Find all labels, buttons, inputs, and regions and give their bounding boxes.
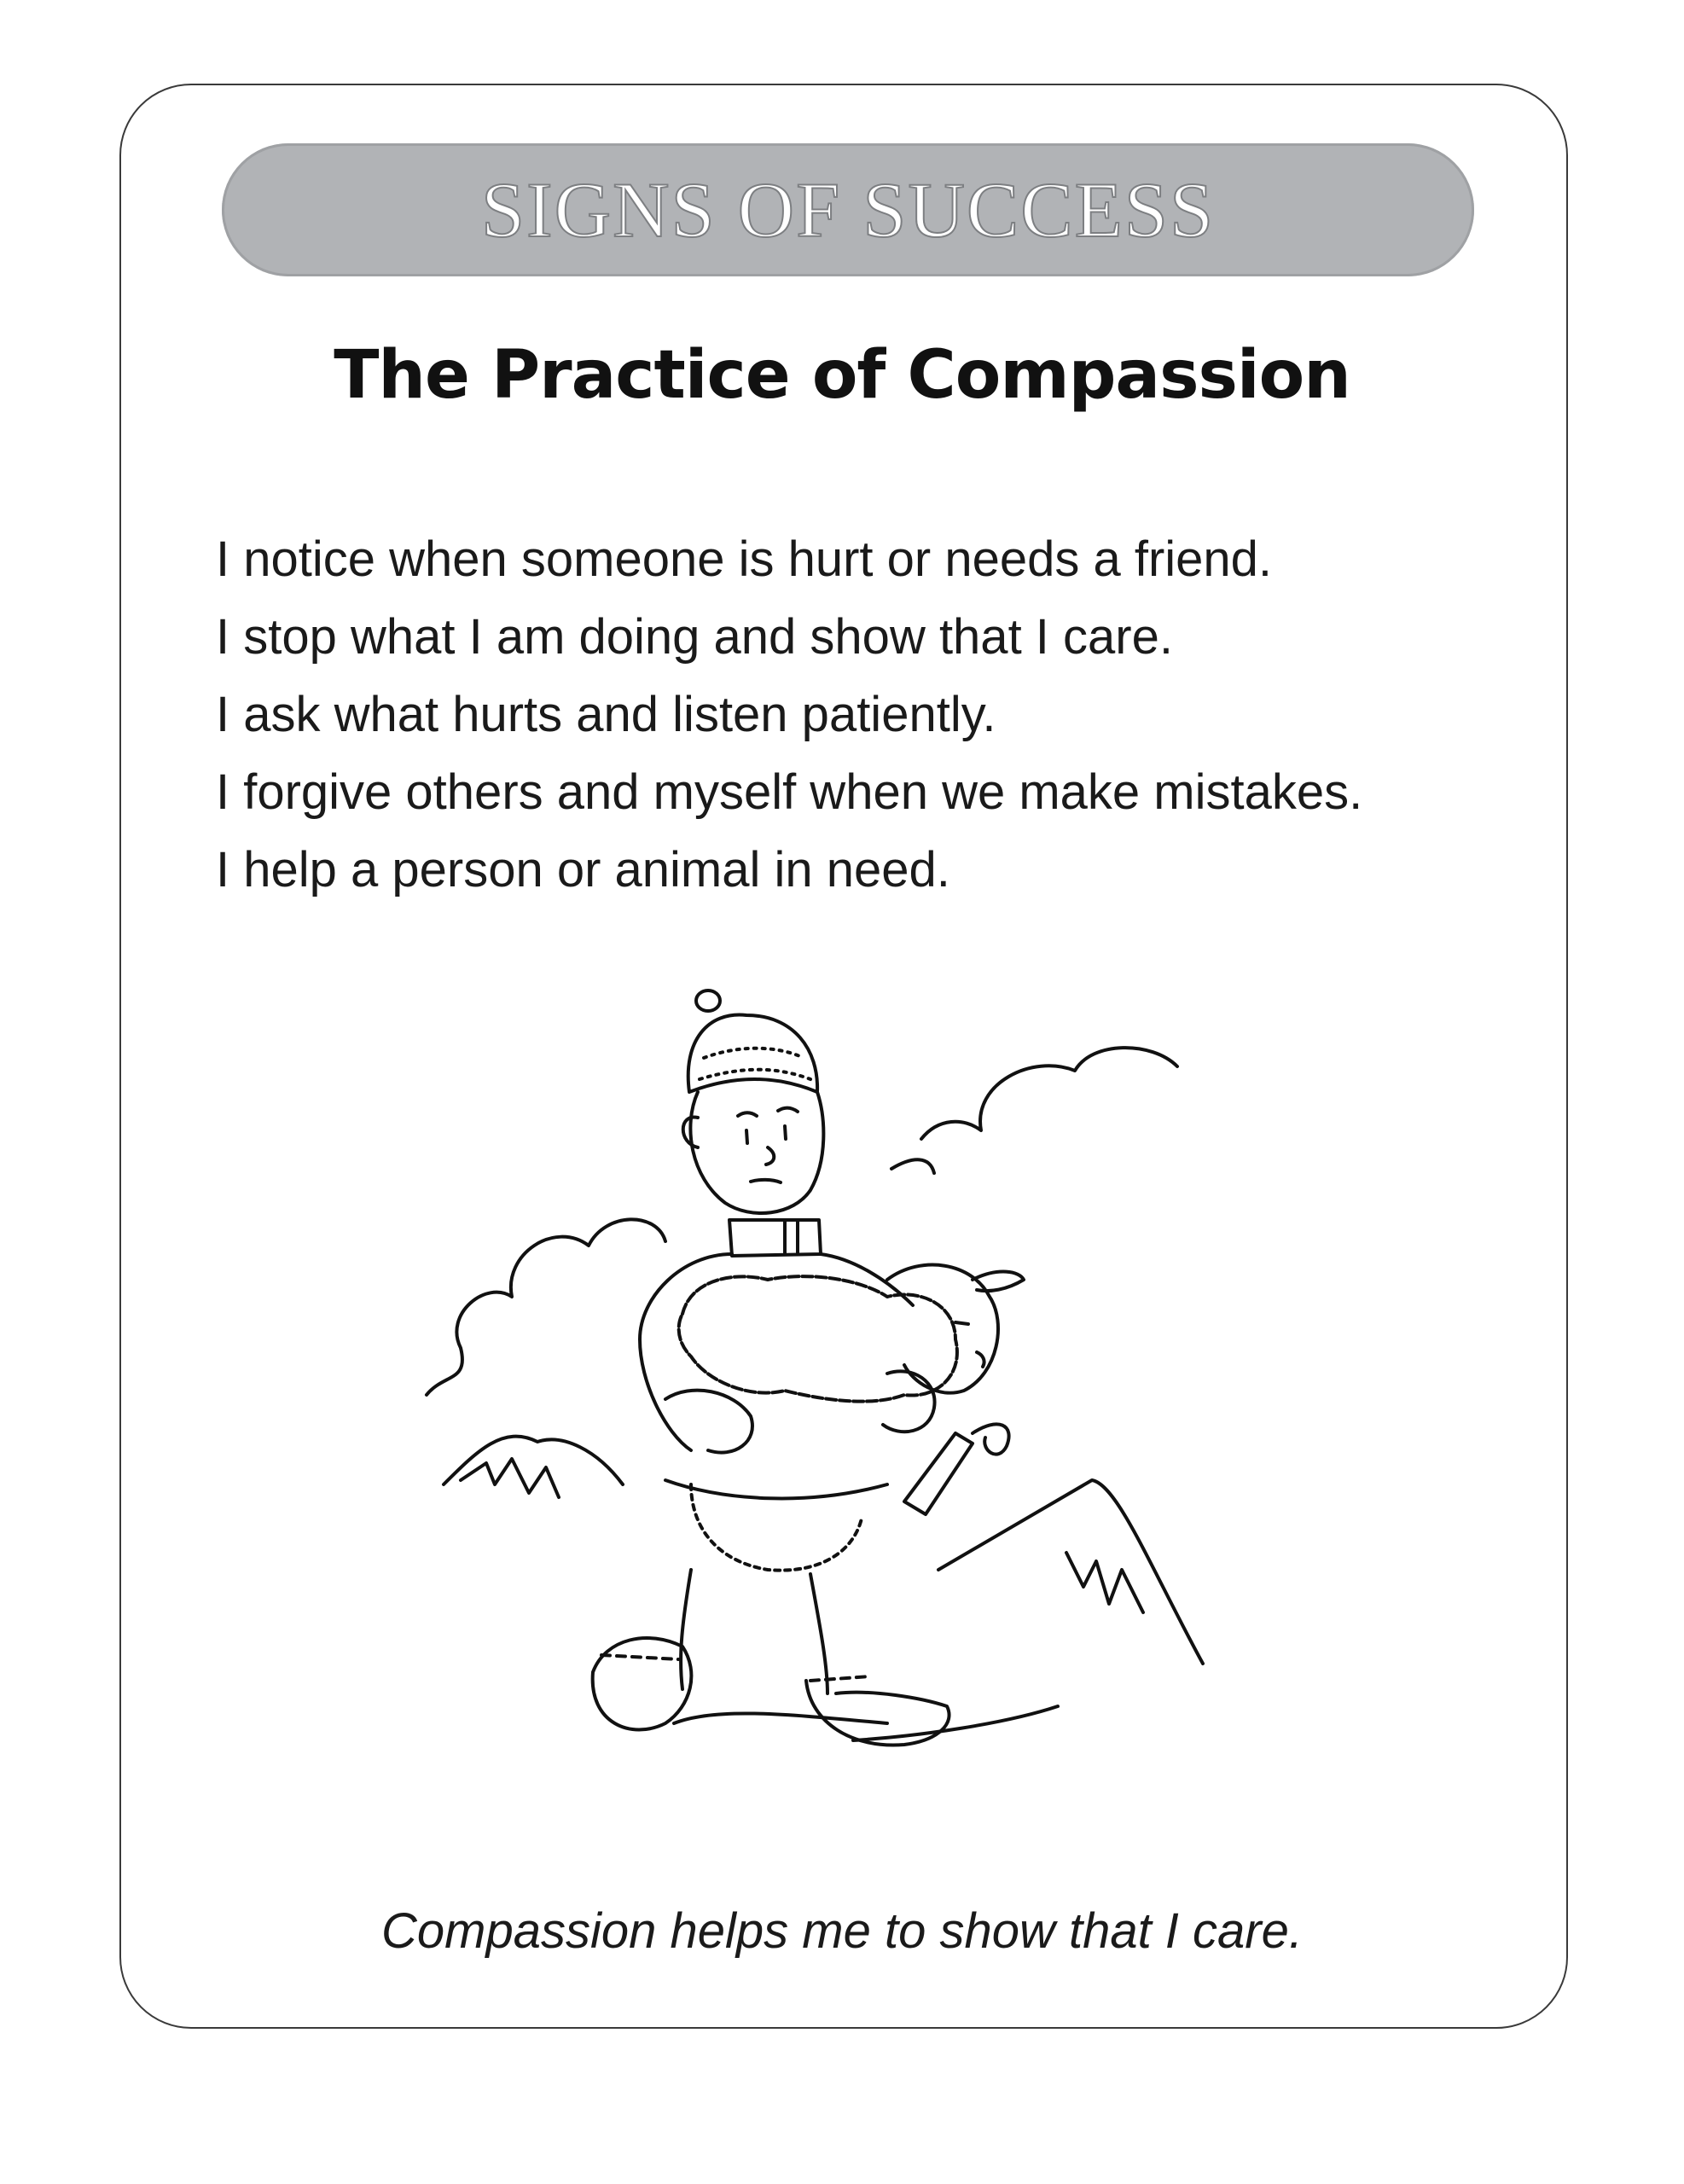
page-title: The Practice of Compassion xyxy=(334,337,1350,414)
sweater xyxy=(640,1254,913,1450)
statement-item: I notice when someone is hurt or needs a friend. xyxy=(216,531,1273,587)
boot-left xyxy=(593,1638,692,1730)
mouth xyxy=(751,1180,781,1182)
lamb-body xyxy=(679,1276,957,1402)
bottle xyxy=(904,1433,973,1514)
lamb-nose xyxy=(977,1352,984,1367)
mountain-left xyxy=(444,1437,623,1484)
eye-right xyxy=(785,1126,786,1139)
ground-line xyxy=(674,1706,1058,1740)
cloud-middle xyxy=(891,1159,934,1173)
mountain-left-snow xyxy=(461,1459,559,1497)
collar xyxy=(729,1220,821,1256)
leg-right xyxy=(810,1574,827,1693)
brow-left xyxy=(738,1112,757,1116)
lamb-head xyxy=(887,1265,998,1393)
hat xyxy=(688,1015,817,1092)
statement-item: I stop what I am doing and show that I care. xyxy=(216,609,1173,665)
hat-pompom xyxy=(696,990,720,1011)
statement-list xyxy=(216,520,1581,909)
arm-left xyxy=(665,1391,752,1453)
statement-item: I help a person or animal in need. xyxy=(216,842,950,897)
head xyxy=(690,1092,823,1213)
nose xyxy=(766,1147,774,1165)
arm-right xyxy=(883,1371,935,1432)
statement-item: I ask what hurts and listen patiently. xyxy=(216,687,996,742)
caption: Compassion helps me to show that I care. xyxy=(381,1903,1303,1959)
mountain-right-snow xyxy=(1066,1553,1143,1612)
eye-left xyxy=(746,1130,747,1143)
belt xyxy=(665,1480,887,1498)
leg-left xyxy=(681,1570,691,1689)
lamb-eye xyxy=(955,1322,968,1324)
boy-carrying-lamb-illustration xyxy=(409,973,1263,1792)
cloud-left xyxy=(427,1219,665,1395)
ribbon xyxy=(973,1424,1009,1454)
banner-text: SIGNS OF SUCCESS xyxy=(480,166,1216,253)
mountain-right xyxy=(938,1480,1203,1664)
brow-right xyxy=(778,1108,798,1112)
cloud-right xyxy=(921,1048,1177,1139)
section-banner xyxy=(222,143,1474,276)
statement-item: I forgive others and myself when we make mistakes. xyxy=(216,764,1363,820)
